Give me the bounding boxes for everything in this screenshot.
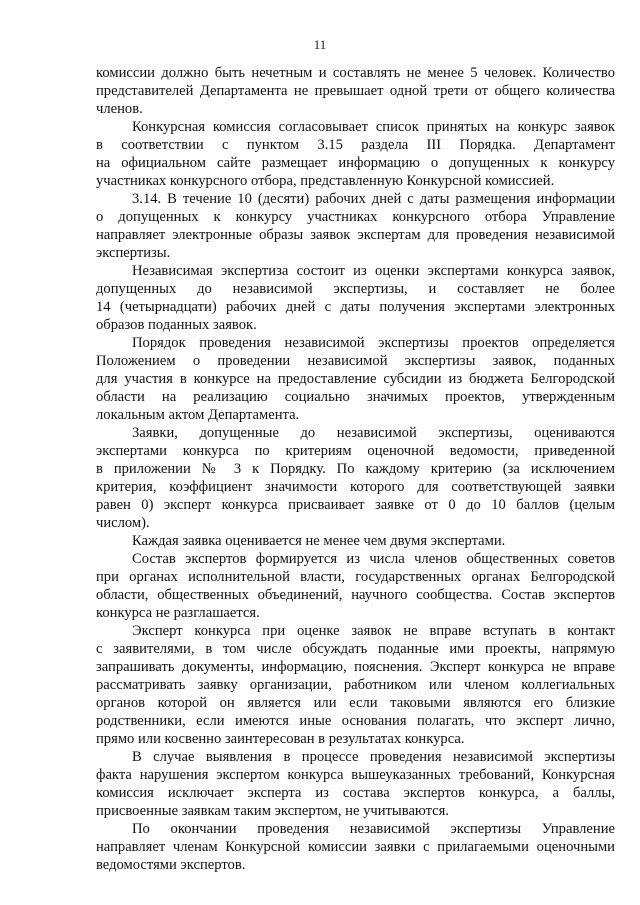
text-line: Независимая экспертиза состоит из оценки экспертами конкурса заявок, <box>132 263 615 279</box>
text-line: направляет электронные образы заявок экспертам для проведения независимой <box>96 227 615 243</box>
text-line: В случае выявления в процессе проведения независимой экспертизы <box>132 749 615 765</box>
text-line: допущенных до независимой экспертизы, и составляет не более <box>96 281 615 297</box>
text-line: Каждая заявка оценивается не менее чем двумя экспертами. <box>132 533 506 549</box>
text-line: с заявителями, в том числе обсуждать поданные ими проекты, напрямую <box>96 641 615 657</box>
text-line: для участия в конкурсе на предоставление субсидии из бюджета Белгородской <box>96 371 615 387</box>
text-line: Заявки, допущенные до независимой экспертизы, оцениваются <box>132 425 615 441</box>
text-line: на официальном сайте размещает информацию о допущенных к конкурсу <box>96 155 615 171</box>
text-line: присвоенные заявкам таким экспертом, не учитываются. <box>96 803 450 819</box>
text-line: образов поданных заявок. <box>96 317 257 333</box>
text-line: экспертизы. <box>96 245 171 261</box>
text-line: участниках конкурсного отбора, представленную Конкурсной комиссией. <box>96 173 555 189</box>
text-line: в соответствии с пунктом 3.15 раздела III Порядка. Департамент <box>96 137 615 153</box>
text-line: Конкурсная комиссия согласовывает список принятых на конкурс заявок <box>132 119 615 135</box>
text-line: рассматривать заявку организации, работником или членом коллегиальных <box>96 677 615 693</box>
text-line: экспертами конкурса по критериям оценочной ведомости, приведенной <box>96 443 615 459</box>
text-line: прямо или косвенно заинтересован в результатах конкурса. <box>96 731 465 747</box>
text-line: равен 0) эксперт конкурса присваивает заявке от 0 до 10 баллов (целым <box>96 497 615 513</box>
text-line: Порядок проведения независимой экспертизы проектов определяется <box>132 335 615 351</box>
text-line: числом). <box>96 515 150 531</box>
text-line: По окончании проведения независимой экспертизы Управление <box>132 821 615 837</box>
text-line: 14 (четырнадцати) рабочих дней с даты получения экспертами электронных <box>96 299 615 315</box>
text-line: при органах исполнительной власти, государственных органах Белгородской <box>96 569 615 585</box>
text-line: запрашивать документы, информацию, пояснения. Эксперт конкурса не вправе <box>96 659 615 675</box>
text-line: области на реализацию социально значимых проектов, утвержденным <box>96 389 615 405</box>
text-line: направляет членам Конкурсной комиссии заявки с прилагаемыми оценочными <box>96 839 615 855</box>
text-line: членов. <box>96 101 143 117</box>
text-line: факта нарушения экспертом конкурса вышеуказанных требований, Конкурсная <box>96 767 615 783</box>
page-number: 11 <box>313 37 327 52</box>
text-line: Состав экспертов формируется из числа членов общественных советов <box>132 551 615 567</box>
text-line: области, общественных объединений, научного сообщества. Состав экспертов <box>96 587 615 603</box>
text-line: родственники, если имеются иные основания полагать, что эксперт лично, <box>96 713 615 729</box>
text-line: представителей Департамента не превышает одной трети от общего количества <box>96 83 615 99</box>
text-line: критерия, коэффициент значимости которого для соответствующей заявки <box>96 479 615 495</box>
text-line: органов которой он является или если таковыми являются его близкие <box>96 695 615 711</box>
text-line: ведомостями экспертов. <box>96 857 246 873</box>
text-line: комиссии должно быть нечетным и составлять не менее 5 человек. Количество <box>96 65 615 81</box>
text-line: комиссия исключает эксперта из состава экспертов конкурса, а баллы, <box>96 785 615 801</box>
text-line: Эксперт конкурса при оценке заявок не вправе вступать в контакт <box>132 623 615 639</box>
text-line: в приложении № 3 к Порядку. По каждому критерию (за исключением <box>96 461 615 477</box>
document-body <box>96 64 615 874</box>
text-line: Положением о проведении независимой экспертизы заявок, поданных <box>96 353 615 369</box>
text-line: локальным актом Департамента. <box>96 407 300 423</box>
text-line: конкурса не разглашается. <box>96 605 260 621</box>
text-line: о допущенных к конкурсу участниках конкурсного отбора Управление <box>96 209 615 225</box>
text-line: 3.14. В течение 10 (десяти) рабочих дней с даты размещения информации <box>132 191 615 207</box>
